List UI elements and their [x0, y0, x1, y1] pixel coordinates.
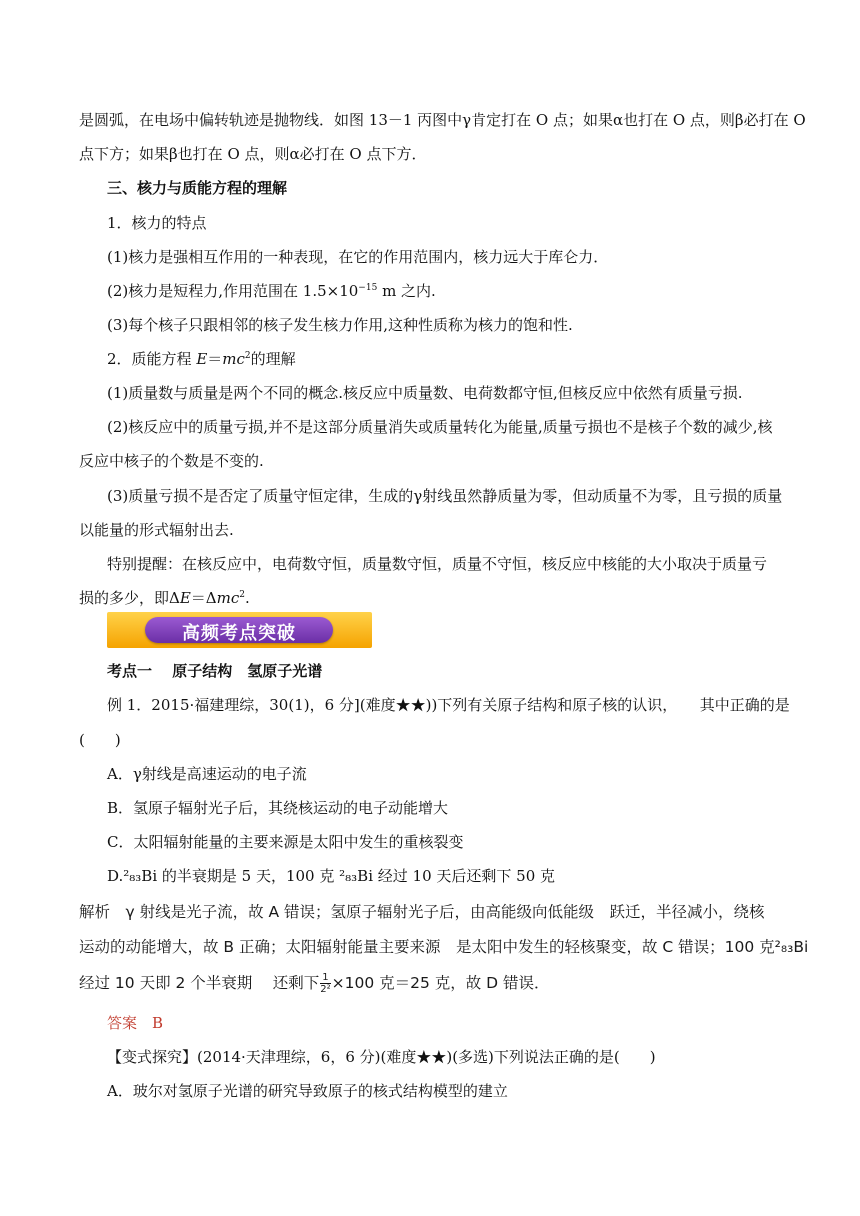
analysis-line [79, 972, 550, 995]
text-span: 的理解 [250, 350, 296, 368]
text-span: m 之内. [377, 282, 436, 300]
paragraph-line: 反应中核子的个数是不变的. [79, 452, 264, 470]
fraction-denominator: 2² [320, 984, 331, 995]
paragraph-line: (3)质量亏损不是否定了质量守恒定律，生成的γ射线虽然静质量为零，但动质量不为零，且亏损的质量 [107, 487, 783, 505]
subheading [107, 349, 296, 369]
variable: E [179, 589, 191, 607]
text-span: ＝ [207, 350, 223, 368]
option-b: B．氢原子辐射光子后，其绕核运动的电子动能增大 [107, 799, 449, 817]
text-span: ×100 克＝25 克，故 D 错误． [331, 974, 550, 992]
variable: mc [216, 589, 240, 607]
section-heading: 三、核力与质能方程的理解 [107, 179, 288, 197]
superscript: 2 [244, 351, 251, 361]
option-d: D.²₈₃Bi 的半衰期是 5 天，100 克 ²₈₃Bi 经过 10 天后还剩下 50 克 [107, 867, 556, 885]
option-c: C．太阳辐射能量的主要来源是太阳中发生的重核裂变 [107, 833, 464, 851]
text-span: 2．质能方程 [107, 350, 197, 368]
text-span: 损的多少，即Δ [79, 589, 180, 607]
paragraph-line: 以能量的形式辐射出去. [79, 521, 234, 539]
text-span: ＝Δ [190, 589, 217, 607]
analysis-line: 运动的动能增大，故 B 正确；太阳辐射能量主要来源 是太阳中发生的轻核聚变，故 C 错误；100 克²₈₃Bi [79, 938, 809, 956]
variable: E [196, 350, 208, 368]
answer-line: 答案 B [107, 1014, 164, 1032]
variant-line: 【变式探究】(2014·天津理综，6，6 分)(难度★★)(多选)下列说法正确的是( ) [107, 1048, 656, 1066]
fraction [320, 972, 330, 995]
text-span: . [245, 589, 250, 607]
text-span: 经过 10 天即 2 个半衰期 还剩下 [79, 974, 320, 992]
section-banner [107, 612, 372, 648]
paragraph-line [79, 588, 250, 608]
topic-heading: 考点一 原子结构 氢原子光谱 [107, 662, 323, 680]
banner-pill [145, 617, 333, 643]
paragraph-line: (1)质量数与质量是两个不同的概念.核反应中质量数、电荷数都守恒,但核反应中依然有质量亏损. [107, 384, 743, 402]
paragraph-line: (2)核反应中的质量亏损,并不是这部分质量消失或质量转化为能量,质量亏损也不是核子个数的减少,核 [107, 418, 773, 436]
paragraph-line [107, 281, 436, 301]
superscript: −15 [358, 283, 378, 293]
example-line: ( ) [79, 731, 121, 749]
analysis-line: 解析 γ 射线是光子流，故 A 错误；氢原子辐射光子后，由高能级向低能级 跃迁，半径减小，绕核 [79, 903, 765, 921]
paragraph-line: 点下方；如果β也打在 O 点，则α必打在 O 点下方． [79, 145, 427, 163]
example-line: 例 1．2015·福建理综，30(1)，6 分](难度★★))下列有关原子结构和原子核的认识， 其中正确的是 [107, 696, 790, 714]
paragraph-line: 特别提醒：在核反应中，电荷数守恒，质量数守恒，质量不守恒，核反应中核能的大小取决于质量亏 [107, 555, 768, 573]
banner-title: 高频考点突破 [182, 623, 296, 644]
paragraph-line: 是圆弧，在电场中偏转轨迹是抛物线．如图 13－1 丙图中γ肯定打在 O 点；如果α也打在 O 点，则β必打在 O [79, 111, 806, 129]
variant-option-a: A．玻尔对氢原子光谱的研究导致原子的核式结构模型的建立 [107, 1082, 508, 1100]
paragraph-line: (1)核力是强相互作用的一种表现，在它的作用范围内，核力远大于库仑力． [107, 248, 609, 266]
paragraph-line: (3)每个核子只跟相邻的核子发生核力作用,这种性质称为核力的饱和性. [107, 316, 573, 334]
superscript: 2 [239, 590, 245, 600]
option-a: A．γ射线是高速运动的电子流 [107, 765, 307, 783]
subheading: 1．核力的特点 [107, 214, 207, 232]
fraction-numerator: 1 [322, 972, 329, 983]
text-span: (2)核力是短程力,作用范围在 1.5×10 [107, 282, 359, 300]
variable: mc [222, 350, 245, 368]
